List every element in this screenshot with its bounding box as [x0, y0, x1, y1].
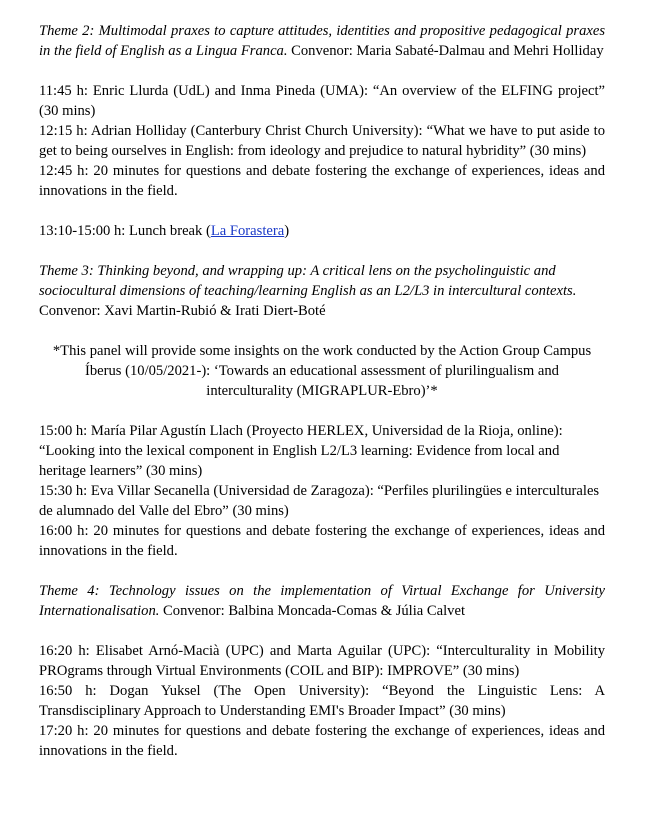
spacer — [39, 241, 605, 261]
theme2-item-1: 11:45 h: Enric Llurda (UdL) and Inma Pineda (UMA): “An overview of the ELFING project” (30 mins) — [39, 83, 605, 119]
theme3-item-1: 15:00 h: María Pilar Agustín Llach (Proyecto HERLEX, Universidad de la Rioja, online): “Looking into the lexical component in English L2/L3 learning: Evidence from local and heritage learners” (30 mins) — [39, 423, 563, 479]
spacer — [39, 561, 605, 581]
theme4-convenor: Convenor: Balbina Moncada-Comas & Júlia Calvet — [159, 603, 466, 619]
theme4-item-2: 16:50 h: Dogan Yuksel (The Open University): “Beyond the Linguistic Lens: A Transdisciplinary Approach to Understanding EMI's Broader Impact” (30 mins) — [39, 683, 605, 719]
spacer — [39, 401, 605, 421]
theme4-title: Theme 4: Technology issues on the implementation of Virtual Exchange for University Internationalisation. — [39, 583, 605, 619]
theme3-convenor: Convenor: Xavi Martin-Rubió & Irati Diert-Boté — [39, 303, 326, 319]
theme2-item-3: 12:45 h: 20 minutes for questions and debate fostering the exchange of experiences, ideas and innovations in the field. — [39, 163, 605, 199]
lunch-break — [39, 221, 605, 241]
document-page — [39, 21, 605, 761]
spacer — [39, 201, 605, 221]
theme4-heading — [39, 581, 605, 621]
spacer — [39, 321, 605, 341]
theme3-title: Theme 3: Thinking beyond, and wrapping up: A critical lens on the psycholinguistic and sociocultural dimensions of teaching/learning English as an L2/L3 in intercultural contexts. — [39, 263, 577, 299]
theme2-title: Theme 2: Multimodal praxes to capture attitudes, identities and propositive pedagogical praxes in the field of English as a Lingua Franca. — [39, 23, 605, 59]
theme2-heading — [39, 21, 605, 61]
spacer — [39, 621, 605, 641]
theme2-convenor: Convenor: Maria Sabaté-Dalmau and Mehri Holliday — [287, 43, 604, 59]
spacer — [39, 61, 605, 81]
theme3-item-3: 16:00 h: 20 minutes for questions and debate fostering the exchange of experiences, ideas and innovations in the field. — [39, 523, 605, 559]
theme4-item-1: 16:20 h: Elisabet Arnó-Macià (UPC) and Marta Aguilar (UPC): “Interculturality in Mobility PROgrams through Virtual Environments (COIL and BIP): IMPROVE” (30 mins) — [39, 643, 605, 679]
theme3-heading — [39, 261, 605, 321]
la-forastera-link[interactable]: La Forastera — [210, 223, 285, 239]
theme2-item-2: 12:15 h: Adrian Holliday (Canterbury Christ Church University): “What we have to put aside to get to being ourselves in English: from ideology and prejudice to natural hybridity” (30 mins) — [39, 123, 605, 159]
lunch-prefix: 13:10-15:00 h: Lunch break ( — [39, 223, 211, 239]
lunch-suffix: ) — [284, 223, 290, 239]
theme3-panel-note: *This panel will provide some insights on the work conducted by the Action Group Campus Íberus (10/05/2021-): ‘Towards an educational assessment of plurilingualism and interculturality (MIGRAPLUR-Ebro)’* — [52, 343, 592, 399]
theme4-item-3: 17:20 h: 20 minutes for questions and debate fostering the exchange of experiences, ideas and innovations in the field. — [39, 723, 605, 759]
theme3-item-2: 15:30 h: Eva Villar Secanella (Universidad de Zaragoza): “Perfiles plurilingües e interculturales de alumnado del Valle del Ebro” (30 mins) — [39, 483, 600, 519]
